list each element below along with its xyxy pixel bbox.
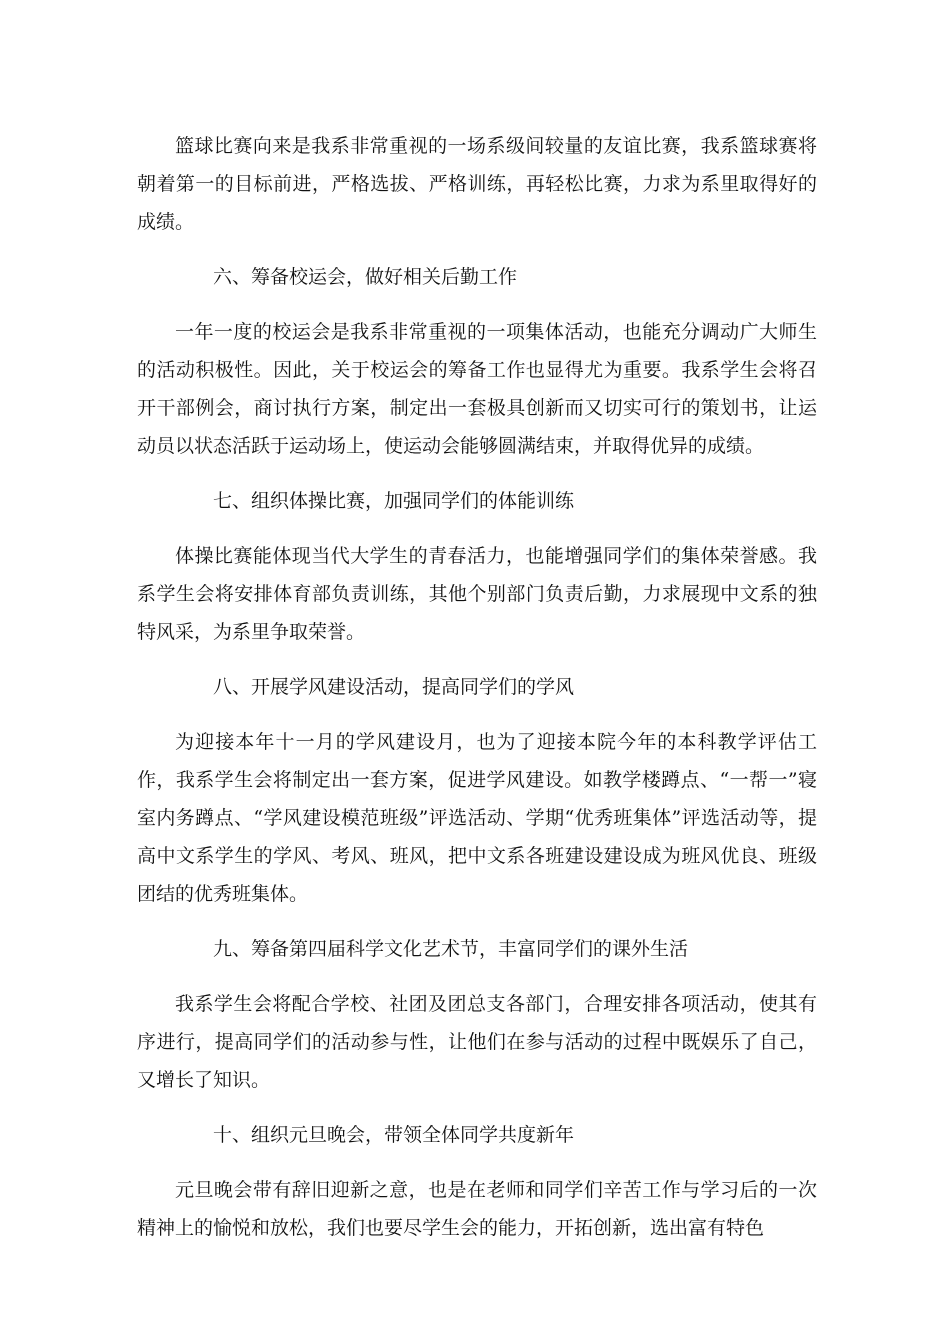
section-heading-6: 六、筹备校运会，做好相关后勤工作 bbox=[213, 266, 518, 288]
section-heading-8: 八、开展学风建设活动，提高同学们的学风 bbox=[213, 676, 575, 698]
paragraph-study-style: 为迎接本年十一月的学风建设月，也为了迎接本院今年的本科教学评估工作，我系学生会将制定出一套方案，促进学风建设。如教学楼蹲点、“一帮一”寝室内务蹲点、“学风建设模范班级”评选活动、学期“优秀班集体”评选活动等，提高中文系学生的学风、考风、班风，把中文系各班建设建设成为班风优良、班级团结的优秀班集体。 bbox=[137, 731, 817, 905]
paragraph-gymnastics: 体操比赛能体现当代大学生的青春活力，也能增强同学们的集体荣誉感。我系学生会将安排体育部负责训练，其他个别部门负责后勤，力求展现中文系的独特风采，为系里争取荣誉。 bbox=[137, 545, 817, 643]
section-heading-10: 十、组织元旦晚会，带领全体同学共度新年 bbox=[213, 1124, 575, 1146]
paragraph-new-year-party: 元旦晚会带有辞旧迎新之意，也是在老师和同学们辛苦工作与学习后的一次精神上的愉悦和放松，我们也要尽学生会的能力，开拓创新，选出富有特色 bbox=[137, 1179, 817, 1239]
paragraph-arts-festival: 我系学生会将配合学校、社团及团总支各部门，合理安排各项活动，使其有序进行，提高同学们的活动参与性，让他们在参与活动的过程中既娱乐了自己，又增长了知识。 bbox=[137, 993, 817, 1091]
section-heading-7: 七、组织体操比赛，加强同学们的体能训练 bbox=[213, 490, 575, 512]
document-body bbox=[137, 127, 817, 1264]
paragraph-basketball: 篮球比赛向来是我系非常重视的一场系级间较量的友谊比赛，我系篮球赛将朝着第一的目标前进，严格选拔、严格训练，再轻松比赛，力求为系里取得好的成绩。 bbox=[137, 135, 817, 233]
section-heading-9: 九、筹备第四届科学文化艺术节，丰富同学们的课外生活 bbox=[213, 938, 689, 960]
paragraph-sports-meet: 一年一度的校运会是我系非常重视的一项集体活动，也能充分调动广大师生的活动积极性。因此，关于校运会的筹备工作也显得尤为重要。我系学生会将召开干部例会，商讨执行方案，制定出一套极具创新而又切实可行的策划书，让运动员以状态活跃于运动场上，使运动会能够圆满结束，并取得优异的成绩。 bbox=[137, 321, 817, 457]
